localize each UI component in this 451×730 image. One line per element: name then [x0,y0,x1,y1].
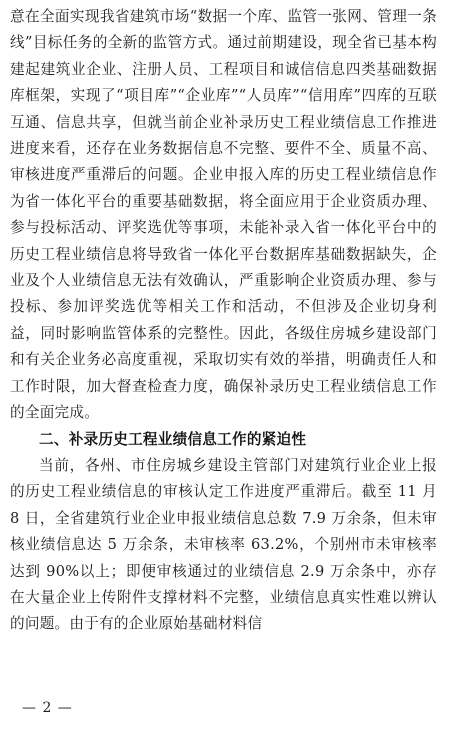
body-paragraph-urgency: 当前，各州、市住房城乡建设主管部门对建筑行业企业上报的历史工程业绩信息的审核认定工作进度严重滞后。截至 11 月 8 日，全省建筑行业企业申报业绩信息总数 7.9 万余条，但未审核业绩信息达 5 万余条，未审核率 63.2%，个别州市未审核率达到 90%以上；即便审核通过的业绩信息 2.9 万余条中，亦存在大量企业上传附件支撑材料不完整，业绩信息真实性难以辨认的问题。由于有的企业原始基础材料信 [10,456,437,633]
body-paragraph-continued: 意在全面实现我省建筑市场“数据一个库、监管一张网、管理一条线”目标任务的全新的监管方式。通过前期建设，现全省已基本构建起建筑业企业、注册人员、工程项目和诚信信息四类基础数据库框架，实现了“项目库”“企业库”“人员库”“信用库”四库的互联互通、信息共享，但就当前企业补录历史工程业绩信息工作推进进度来看，还存在业务数据信息不完整、要件不全、质量不高、审核进度严重滞后的问题。企业申报入库的历史工程业绩信息作为省一体化平台的重要基础数据，将全面应用于企业资质办理、参与投标活动、评奖选优等事项，未能补录入省一体化平台中的历史工程业绩信息将导致省一体化平台数据库基础数据缺失，企业及个人业绩信息无法有效确认，严重影响企业资质办理、参与投标、参加评奖选优等相关工作和活动，不但涉及企业切身利益，同时影响监管体系的完整性。因此，各级住房城乡建设部门和有关企业务必高度重视，采取切实有效的举措，明确责任人和工作时限，加大督查检查力度，确保补录历史工程业绩信息工作的全面完成。 [10,8,437,422]
page-number: — 2 — [22,700,73,716]
section-heading-2: 二、补录历史工程业绩信息工作的紧迫性 [39,430,307,448]
